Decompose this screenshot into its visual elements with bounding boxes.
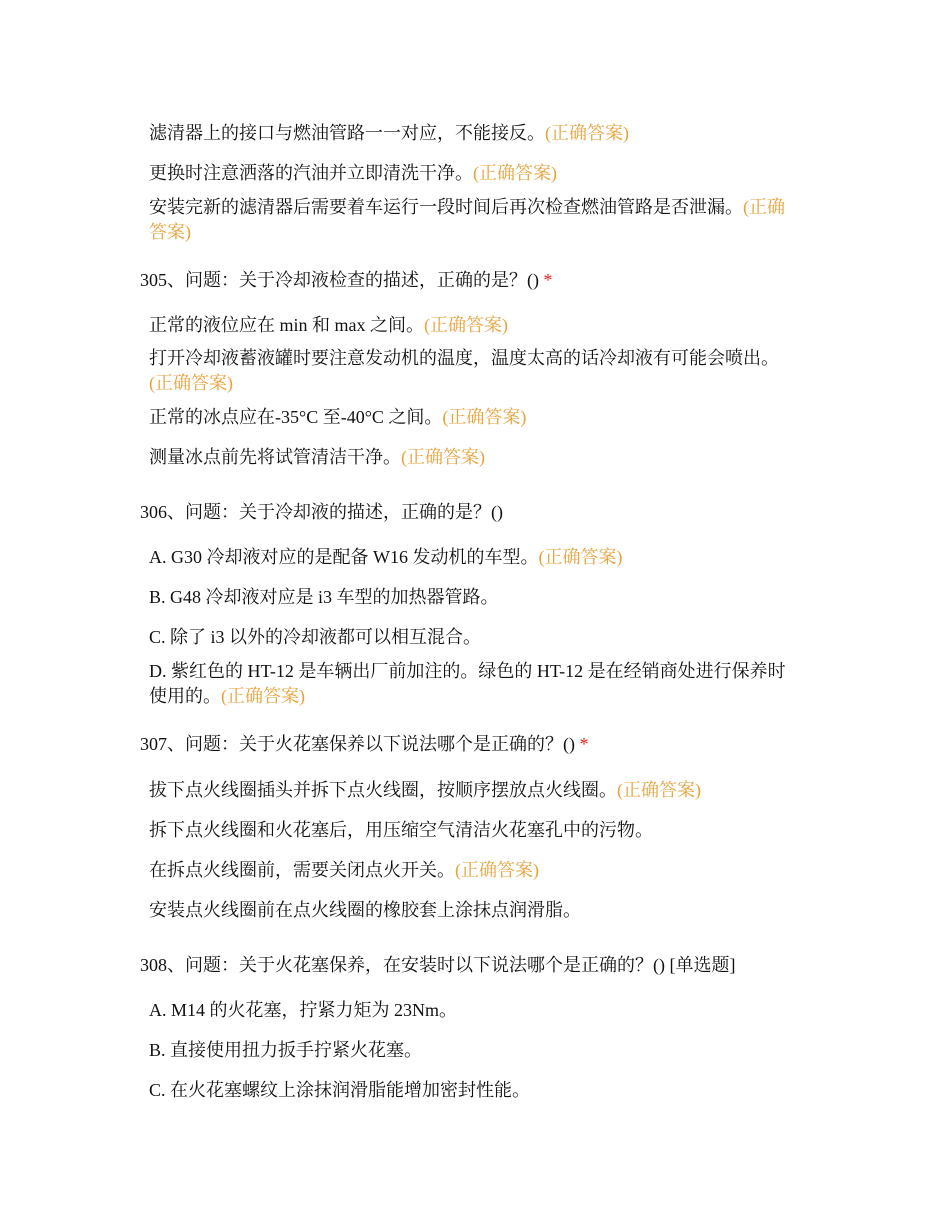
question-306-title: 306、问题：关于冷却液的描述，正确的是？() xyxy=(140,502,503,522)
q306-option-b: B. G48 冷却液对应是 i3 车型的加热器管路。 xyxy=(149,587,499,607)
correct-answer-tag: (正确答案) xyxy=(221,686,305,706)
correct-answer-tag: (正确答案) xyxy=(401,447,485,467)
q307-option-4: 安装点火线圈前在点火线圈的橡胶套上涂抹点润滑脂。 xyxy=(149,900,581,920)
q307-option-2: 拆下点火线圈和火花塞后，用压缩空气清洁火花塞孔中的污物。 xyxy=(149,820,653,840)
question-307-title: 307、问题：关于火花塞保养以下说法哪个是正确的？() * xyxy=(140,734,589,754)
question-308-title: 308、问题：关于火花塞保养，在安装时以下说法哪个是正确的？() [单选题] xyxy=(140,955,736,975)
correct-answer-tag: (正确答案) xyxy=(538,547,623,567)
correct-answer-tag: (正确答案) xyxy=(455,860,539,880)
q306-option-c: C. 除了 i3 以外的冷却液都可以相互混合。 xyxy=(149,627,482,647)
q305-option-1: 正常的液位应在 min 和 max 之间。(正确答案) xyxy=(149,315,508,335)
correct-answer-tag: (正确答案) xyxy=(617,780,701,800)
q308-option-c: C. 在火花塞螺纹上涂抹润滑脂能增加密封性能。 xyxy=(149,1080,531,1100)
correct-answer-tag: (正确答案) xyxy=(473,163,557,183)
correct-answer-tag: (正确答案) xyxy=(149,373,233,393)
q305-option-2: 打开冷却液蓄液罐时要注意发动机的温度，温度太高的话冷却液有可能会喷出。(正确答案) xyxy=(149,348,779,393)
correct-answer-tag: (正确答案) xyxy=(424,315,508,335)
required-mark: * xyxy=(543,270,553,290)
q307-option-1: 拔下点火线圈插头并拆下点火线圈，按顺序摆放点火线圈。(正确答案) xyxy=(149,780,701,800)
question-305-title: 305、问题：关于冷却液检查的描述，正确的是？() * xyxy=(140,270,553,290)
q305-option-4: 测量冰点前先将试管清洁干净。(正确答案) xyxy=(149,447,485,467)
q304-option-1: 滤清器上的接口与燃油管路一一对应，不能接反。(正确答案) xyxy=(149,123,629,143)
correct-answer-tag: (正确答案) xyxy=(149,197,785,242)
correct-answer-tag: (正确答案) xyxy=(442,407,527,427)
q305-option-3: 正常的冰点应在-35°C 至-40°C 之间。(正确答案) xyxy=(149,407,527,427)
q304-option-2: 更换时注意洒落的汽油并立即清洗干净。(正确答案) xyxy=(149,163,557,183)
correct-answer-tag: (正确答案) xyxy=(545,123,629,143)
q308-option-b: B. 直接使用扭力扳手拧紧火花塞。 xyxy=(149,1040,423,1060)
q307-option-3: 在拆点火线圈前，需要关闭点火开关。(正确答案) xyxy=(149,860,539,880)
required-mark: * xyxy=(579,734,589,754)
q306-option-d: D. 紫红色的 HT-12 是车辆出厂前加注的。绿色的 HT-12 是在经销商处进行保养时使用的。(正确答案) xyxy=(149,661,786,706)
q304-option-3: 安装完新的滤清器后需要着车运行一段时间后再次检查燃油管路是否泄漏。(正确答案) xyxy=(149,197,785,242)
q308-option-a: A. M14 的火花塞，拧紧力矩为 23Nm。 xyxy=(149,1000,458,1020)
q306-option-a: A. G30 冷却液对应的是配备 W16 发动机的车型。(正确答案) xyxy=(149,547,623,567)
